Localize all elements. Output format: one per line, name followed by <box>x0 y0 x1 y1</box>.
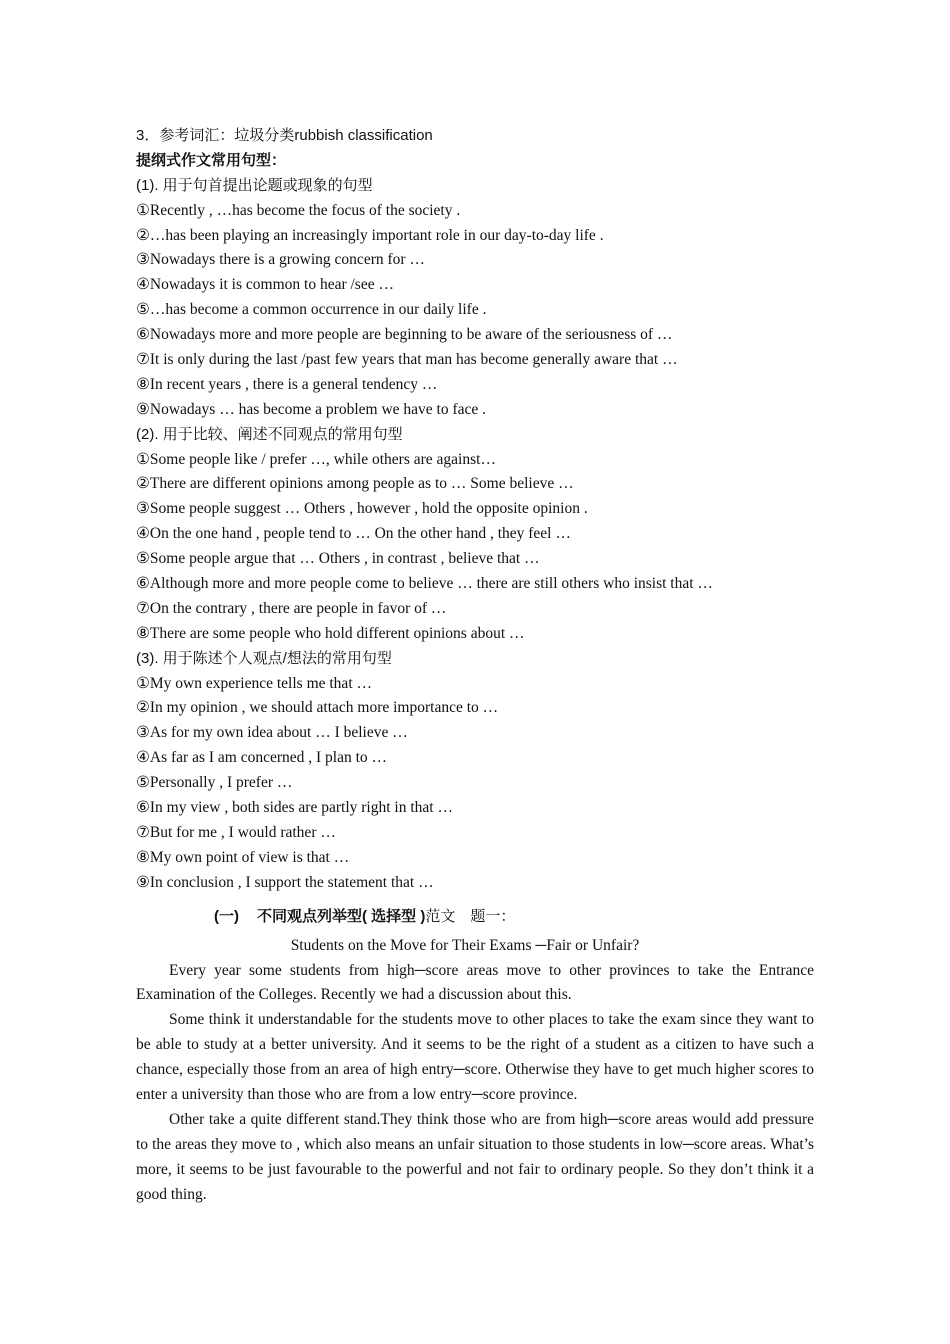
list-item: ⑦On the contrary , there are people in favor of … <box>136 599 447 617</box>
list-item: ⑥Nowadays more and more people are beginning to be aware of the seriousness of … <box>136 326 673 344</box>
list-item: ①Recently , …has become the focus of the society . <box>136 201 461 219</box>
list-item: ②In my opinion , we should attach more importance to … <box>136 699 499 717</box>
list-item: ③Nowadays there is a growing concern for … <box>136 251 425 269</box>
essay-heading-suffix: 范文 题一： <box>425 907 516 925</box>
section-1-title: 用于句首提出论题或现象的句型 <box>162 176 373 194</box>
essay-title: Students on the Move for Their Exams ─Fair or Unfair? <box>290 936 640 954</box>
list-item: ⑤Some people argue that … Others , in contrast , believe that … <box>136 550 540 568</box>
section-3-title: 用于陈述个人观点/想法的常用句型 <box>162 649 392 667</box>
vocab-line <box>136 124 814 149</box>
document-page <box>136 124 814 1208</box>
list-item: ③Some people suggest … Others , however , hold the opposite opinion . <box>136 500 588 518</box>
section-2-number: (2). <box>136 425 159 443</box>
list-item: ②There are different opinions among people as to … Some believe … <box>136 475 574 493</box>
list-item: ⑤…has become a common occurrence in our daily life . <box>136 301 487 319</box>
section-2-title: 用于比较、阐述不同观点的常用句型 <box>162 425 403 443</box>
list-item: ⑥Although more and more people come to believe … there are still others who insist that … <box>136 575 713 593</box>
list-item: ④Nowadays it is common to hear /see … <box>136 276 394 294</box>
list-item: ⑧There are some people who hold different opinions about … <box>136 624 525 642</box>
essay-paragraph: Other take a quite different stand.They think those who are from high─score areas would add pressure to the areas they move to , which also means an unfair situation to those students in low─score areas. What’s more, it seems to be just favourable to the powerful and not fair to ordinary people. So they don’t think it a good thing. <box>136 1110 814 1203</box>
list-item: ②…has been playing an increasingly important role in our day-to-day life . <box>136 226 604 244</box>
list-item: ⑧In recent years , there is a general tendency … <box>136 375 438 393</box>
essay-heading <box>136 900 814 934</box>
essay-heading-number: (一) <box>214 907 239 925</box>
section-3-heading <box>136 647 814 672</box>
section-3-number: (3). <box>136 649 159 667</box>
section-1-heading <box>136 174 814 199</box>
list-item: ⑨Nowadays … has become a problem we have to face . <box>136 400 487 418</box>
list-item: ⑦But for me , I would rather … <box>136 823 336 841</box>
vocab-label: 参考词汇：垃圾分类 <box>159 127 295 144</box>
vocab-term: rubbish classification <box>294 127 433 144</box>
list-item: ⑥In my view , both sides are partly right in that … <box>136 799 453 817</box>
list-item: ④On the one hand , people tend to … On the other hand , they feel … <box>136 525 571 543</box>
section-1-number: (1). <box>136 176 159 194</box>
essay-heading-type: 不同观点列举型( 选择型 ) <box>257 907 426 925</box>
list-item: ③As for my own idea about … I believe … <box>136 724 408 742</box>
list-item: ①My own experience tells me that … <box>136 674 372 692</box>
essay-paragraph: Some think it understandable for the students move to other places to take the exam since they want to be able to study at a better university. And it seems to be the right of a student as a citizen to have such a chance, especially those from an area of high entry─score. Otherwise they have to get much higher scores to enter a university than those who are from a low entry─score province. <box>136 1011 814 1104</box>
list-item: ⑤Personally , I prefer … <box>136 774 293 792</box>
list-item: ⑧My own point of view is that … <box>136 848 350 866</box>
list-item: ⑨In conclusion , I support the statement that … <box>136 873 434 891</box>
essay-paragraph: Every year some students from high─score areas move to other provinces to take the Entrance Examination of the Colleges. Recently we had a discussion about this. <box>136 961 814 1004</box>
section-2-heading <box>136 423 814 448</box>
list-item: ④As far as I am concerned , I plan to … <box>136 749 388 767</box>
list-item: ①Some people like / prefer …, while others are against… <box>136 450 496 468</box>
vocab-number: 3． <box>136 127 160 144</box>
list-item: ⑦It is only during the last /past few years that man has become generally aware that … <box>136 351 678 369</box>
outline-title: 提纲式作文常用句型： <box>136 151 287 169</box>
